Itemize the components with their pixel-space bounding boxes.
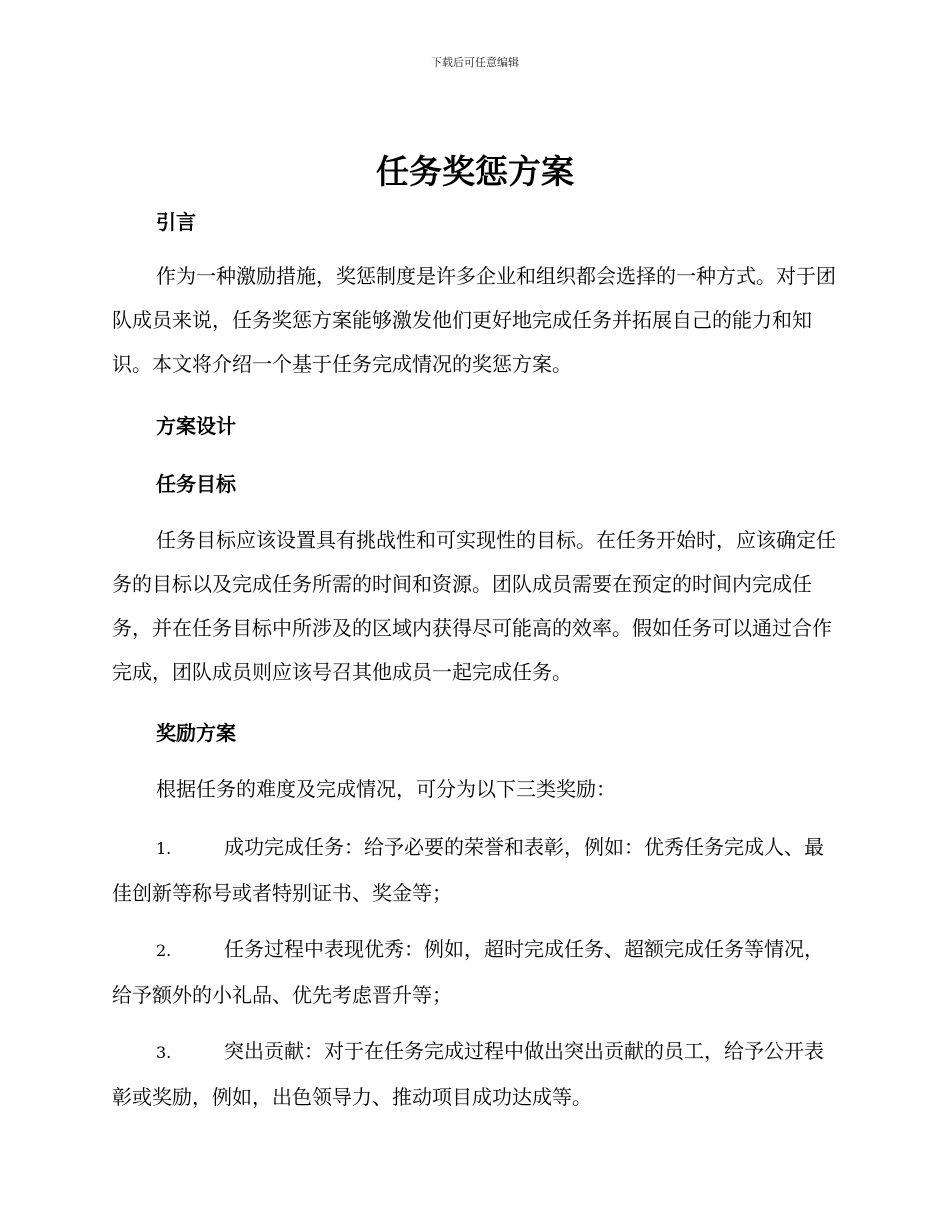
paragraph-reward-intro: 根据任务的难度及完成情况，可分为以下三类奖励： [156, 777, 616, 801]
section-heading-reward: 奖励方案 [156, 721, 236, 745]
list-item [112, 927, 836, 1017]
paragraph-intro: 作为一种激励措施，奖惩制度是许多企业和组织都会选择的一种方式。对于团队成员来说，任务奖惩方案能够激发他们更好地完成任务并拓展自己的能力和知识。本文将介绍一个基于任务完成情况的奖惩方案。 [112, 264, 836, 376]
list-item-text: 成功完成任务：给予必要的荣誉和表彰，例如：优秀任务完成人、最佳创新等称号或者特别证书、奖金等； [112, 835, 824, 905]
header-note: 下载后可任意编辑 [431, 56, 519, 69]
section-heading-intro: 引言 [156, 210, 196, 234]
paragraph-goal: 任务目标应该设置具有挑战性和可实现性的目标。在任务开始时，应该确定任务的目标以及完成任务所需的时间和资源。团队成员需要在预定的时间内完成任务，并在任务目标中所涉及的区域内获得尽可能高的效率。假如任务可以通过合作完成，团队成员则应该号召其他成员一起完成任务。 [112, 528, 836, 684]
list-item-text: 突出贡献：对于在任务完成过程中做出突出贡献的员工，给予公开表彰或奖励，例如，出色领导力、推动项目成功达成等。 [112, 1039, 824, 1109]
list-item-text: 任务过程中表现优秀：例如，超时完成任务、超额完成任务等情况，给予额外的小礼品、优先考虑晋升等； [112, 937, 824, 1007]
section-heading-goal: 任务目标 [156, 472, 236, 496]
section-heading-design: 方案设计 [156, 414, 236, 438]
list-item-number: 2. [156, 941, 172, 960]
list-item [112, 825, 836, 915]
list-item [112, 1029, 836, 1119]
page-title: 任务奖惩方案 [376, 152, 574, 191]
list-item-number: 1. [156, 839, 172, 858]
list-item-number: 3. [156, 1043, 172, 1062]
